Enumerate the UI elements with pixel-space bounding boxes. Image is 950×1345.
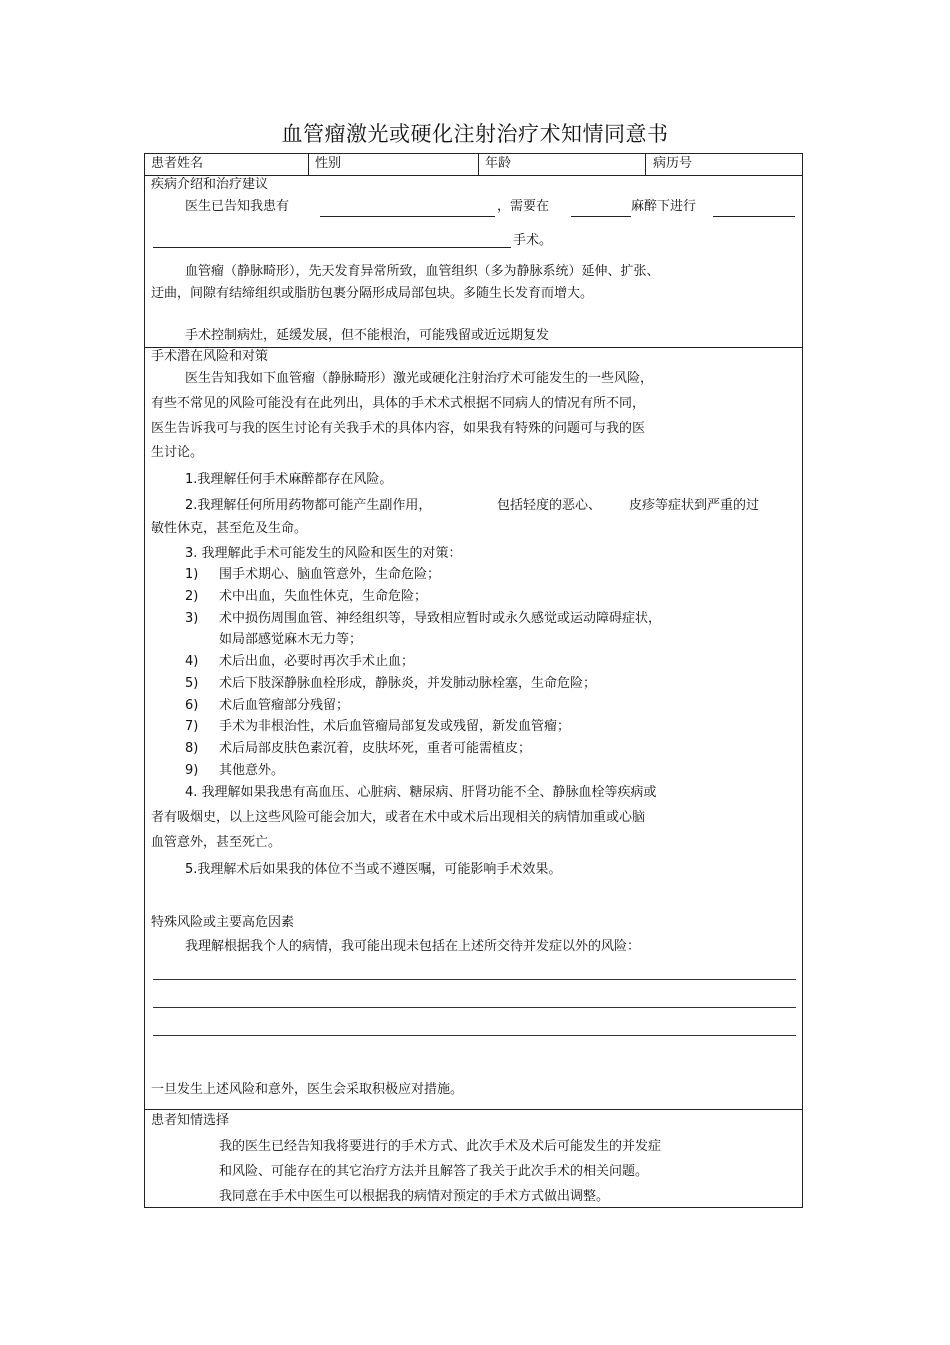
- consent-form: [144, 153, 803, 1208]
- diagnosis-blank[interactable]: [320, 216, 495, 217]
- special-risk-blank-line[interactable]: [153, 979, 796, 980]
- divider: [308, 154, 309, 176]
- risks-heading: 手术潜在风险和对策: [151, 349, 269, 364]
- choice-heading: 患者知情选择: [151, 1113, 230, 1128]
- procedure-name-blank[interactable]: [153, 247, 511, 248]
- risk-item: 敏性休克，甚至危及生命。: [151, 521, 308, 536]
- sub-item-text: 术后下肢深静脉血栓形成，静脉炎，并发肺动脉栓塞，生命危险；: [219, 676, 597, 691]
- intro-heading: 疾病介绍和治疗建议: [151, 177, 269, 192]
- special-risk-blank-line[interactable]: [153, 1007, 796, 1008]
- sub-item-text: 如局部感觉麻木无力等；: [219, 632, 363, 647]
- sub-item-text: 围手术期心、脑血管意外，生命危险；: [219, 567, 441, 582]
- disease-description: 血管瘤（静脉畸形），先天发育异常所致，血管组织（多为静脉系统）延伸、扩张、: [185, 264, 660, 279]
- risk-item: 3. 我理解此手术可能发生的风险和医生的对策：: [185, 546, 462, 561]
- sub-item-number: 5): [185, 676, 199, 691]
- risks-paragraph: 医生告知我如下血管瘤（静脉畸形）激光或硬化注射治疗术可能发生的一些风险，: [185, 371, 654, 386]
- special-risk-heading: 特殊风险或主要高危因素: [151, 915, 295, 930]
- sub-item-text: 手术为非根治性，术后血管瘤局部复发或残留，新发血管瘤；: [219, 719, 571, 734]
- sub-item-text: 术后血管瘤部分残留；: [219, 698, 350, 713]
- risk-item: 包括轻度的恶心、: [497, 498, 602, 513]
- sub-item-number: 1): [185, 567, 199, 582]
- risks-paragraph: 有些不常见的风险可能没有在此列出，具体的手术术式根据不同病人的情况有所不同，: [151, 396, 646, 411]
- age-label: 年龄: [485, 156, 512, 171]
- sub-item-number: 3): [185, 611, 199, 626]
- risk-item: 4. 我理解如果我患有高血压、心脏病、糖尿病、肝肾功能不全、静脉血栓等疾病或: [185, 785, 657, 800]
- name-label: 患者姓名: [151, 156, 204, 171]
- intro-text: 麻醉下进行: [631, 199, 697, 214]
- risks-paragraph: 医生告诉我可与我的医生讨论有关我手术的具体内容，如果我有特殊的问题可与我的医: [151, 421, 646, 436]
- intro-text: 医生已告知我患有: [185, 199, 290, 214]
- divider: [478, 154, 479, 176]
- intro-text: 手术。: [513, 233, 553, 248]
- row-divider: [145, 347, 802, 348]
- sub-item-number: 4): [185, 654, 199, 669]
- row-divider: [145, 175, 802, 176]
- choice-text: 和风险、可能存在的其它治疗方法并且解答了我关于此次手术的相关问题。: [219, 1164, 649, 1179]
- sub-item-text: 术后出血，必要时再次手术止血；: [219, 654, 415, 669]
- record-number-label: 病历号: [653, 156, 693, 171]
- row-divider: [145, 1109, 802, 1110]
- sub-item-text: 其他意外。: [219, 763, 285, 778]
- risk-item: 5.我理解术后如果我的体位不当或不遵医嘱，可能影响手术效果。: [185, 862, 562, 877]
- disease-description: 迂曲，间隙有结缔组织或脂肪包裹分隔形成局部包块。多随生长发育而增大。: [151, 286, 594, 301]
- page-title: 血管瘤激光或硬化注射治疗术知情同意书: [281, 122, 669, 146]
- sub-item-number: 9): [185, 763, 199, 778]
- sub-item-text: 术中损伤周围血管、神经组织等，导致相应暂时或永久感觉或运动障碍症状，: [219, 611, 662, 626]
- special-risk-text: 我理解根据我个人的病情，我可能出现未包括在上述所交待并发症以外的风险：: [185, 939, 641, 954]
- sub-item-number: 7): [185, 719, 199, 734]
- risk-item: 皮疹等症状到严重的过: [629, 498, 760, 513]
- sub-item-number: 8): [185, 741, 199, 756]
- risk-item: 1.我理解任何手术麻醉都存在风险。: [185, 472, 393, 487]
- sub-item-text: 术中出血，失血性休克，生命危险；: [219, 589, 428, 604]
- risk-item: 血管意外，甚至死亡。: [151, 835, 282, 850]
- gender-label: 性别: [315, 156, 342, 171]
- risk-item: 2.我理解任何所用药物都可能产生副作用，: [185, 498, 432, 513]
- intro-text: ，需要在: [497, 199, 550, 214]
- sub-item-number: 6): [185, 698, 199, 713]
- choice-text: 我的医生已经告知我将要进行的手术方式、此次手术及术后可能发生的并发症: [219, 1139, 662, 1154]
- sub-item-number: 2): [185, 589, 199, 604]
- treatment-note: 手术控制病灶，延缓发展，但不能根治，可能残留或近远期复发: [185, 328, 550, 343]
- special-risk-blank-line[interactable]: [153, 1035, 796, 1036]
- closing-statement: 一旦发生上述风险和意外，医生会采取积极应对措施。: [151, 1082, 464, 1097]
- divider: [645, 154, 646, 176]
- anesthesia-blank[interactable]: [571, 216, 631, 217]
- risk-item: 者有吸烟史，以上这些风险可能会加大，或者在术中或术后出现相关的病情加重或心脑: [151, 810, 646, 825]
- sub-item-text: 术后局部皮肤色素沉着，皮肤坏死，重者可能需植皮；: [219, 741, 532, 756]
- risks-paragraph: 生讨论。: [151, 445, 204, 460]
- procedure-blank[interactable]: [713, 216, 795, 217]
- choice-text: 我同意在手术中医生可以根据我的病情对预定的手术方式做出调整。: [219, 1189, 610, 1204]
